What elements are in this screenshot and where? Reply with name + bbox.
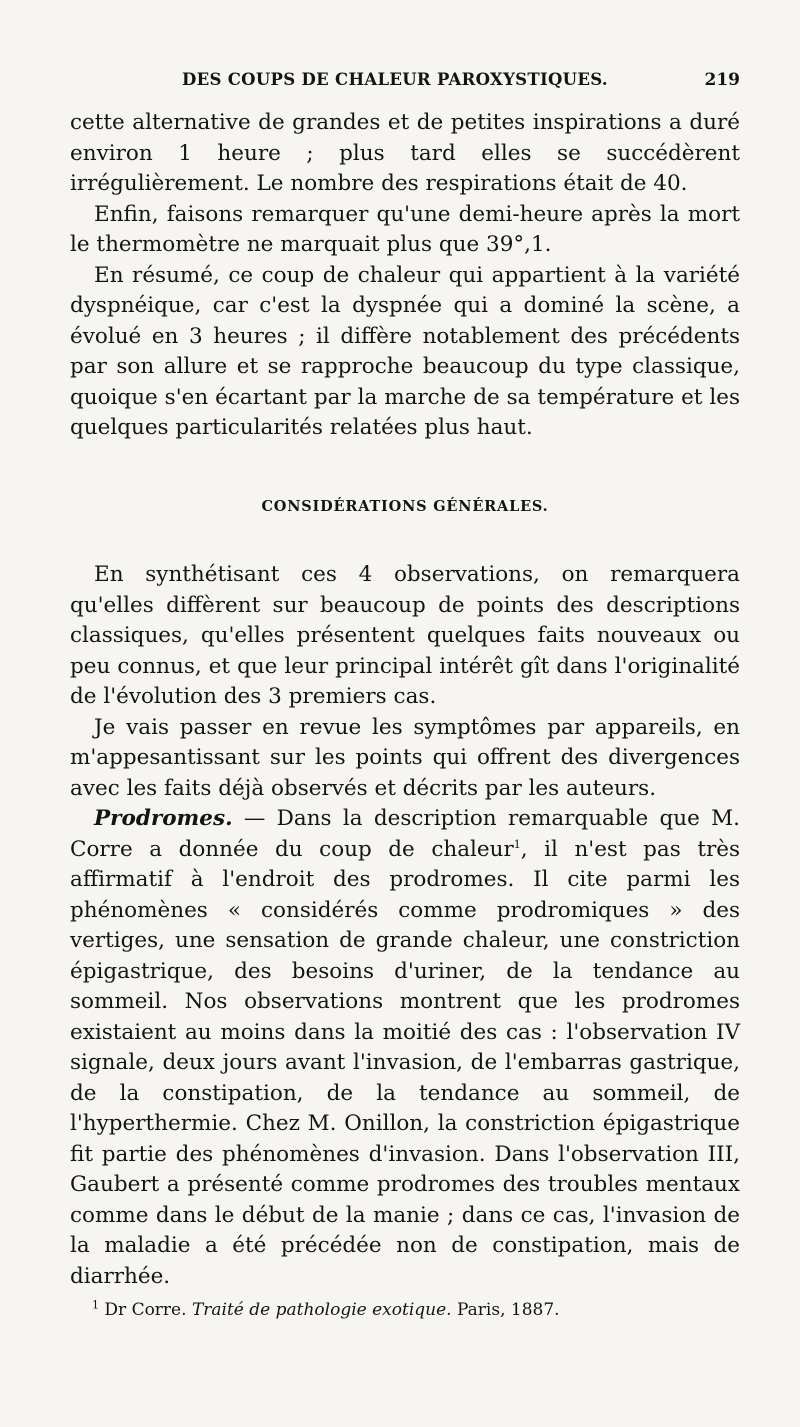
prodromes-lead: Prodromes. [94, 806, 233, 831]
page-number: 219 [704, 70, 740, 90]
paragraph-thermometer: Enfin, faisons remarquer qu'une demi-heure après la mort le thermomètre ne marquait plus que 39°,1. [70, 201, 740, 257]
body-text-main [70, 560, 740, 1292]
running-head [70, 70, 740, 100]
paragraph-summary: En résumé, ce coup de chaleur qui appartient à la variété dyspnéique, car c'est la dyspnée qui a dominé la scène, a évolué en 3 heures ; il diffère notablement des précédents par son allure et se rapproche beaucoup du type classique, quoique s'en écartant par la marche de sa température et les quelques particularités relatées plus haut. [70, 262, 740, 440]
footnote-marker: 1 [92, 1298, 99, 1312]
paragraph-continuation: cette alternative de grandes et de petites inspirations a duré environ 1 heure ; plus tard elles se succédèrent irrégulièrement. Le nombre des respirations était de 40. [70, 110, 740, 196]
body-text-top [70, 108, 740, 444]
prodromes-text-b: , il n'est pas très affirmatif à l'endroit des prodromes. Il cite parmi les phénomènes « considérés comme prodromiques » des vertiges, une sensation de grande chaleur, une constriction épigastrique, des besoins d'uriner, de la tendance au sommeil. Nos observations montrent que les prodromes existaient au moins dans la moitié des cas : l'observation IV signale, deux jours avant l'invasion, de l'embarras gastrique, de la constipation, de la tendance au sommeil, de l'hyperthermie. Chez M. Onillon, la constriction épigastrique fit partie des phénomènes d'invasion. Dans l'observation III, Gaubert a présenté comme prodromes des troubles mentaux comme dans le début de la manie ; dans ce cas, l'invasion de la maladie a été précédée non de constipation, mais de diarrhée. [70, 836, 740, 1289]
paragraph-prodromes [70, 804, 740, 1292]
paragraph-review: Je vais passer en revue les symptômes par appareils, en m'appesantissant sur les points qui offrent des divergences avec les faits déjà observés et décrits par les auteurs. [70, 714, 740, 801]
running-title: DES COUPS DE CHALEUR PAROXYSTIQUES. [182, 70, 608, 89]
prodromes-text-a: — Dans la description remarquable que M. Corre a donnée du coup de chaleur [70, 806, 740, 862]
footnote-work-title: Traité de pathologie exotique. [191, 1300, 452, 1320]
footnote-reference: 1 [513, 837, 521, 851]
footnote-imprint: Paris, 1887. [456, 1300, 560, 1320]
footnote-author: Dr Corre. [104, 1300, 187, 1320]
section-heading: CONSIDÉRATIONS GÉNÉRALES. [261, 498, 549, 515]
paragraph-synthesis: En synthétisant ces 4 observations, on remarquera qu'elles diffèrent sur beaucoup de points des descriptions classiques, qu'elles présentent quelques faits nouveaux ou peu connus, et que leur principal intérêt gît dans l'originalité de l'évolution des 3 premiers cas. [70, 562, 740, 709]
footnote [92, 1298, 740, 1322]
